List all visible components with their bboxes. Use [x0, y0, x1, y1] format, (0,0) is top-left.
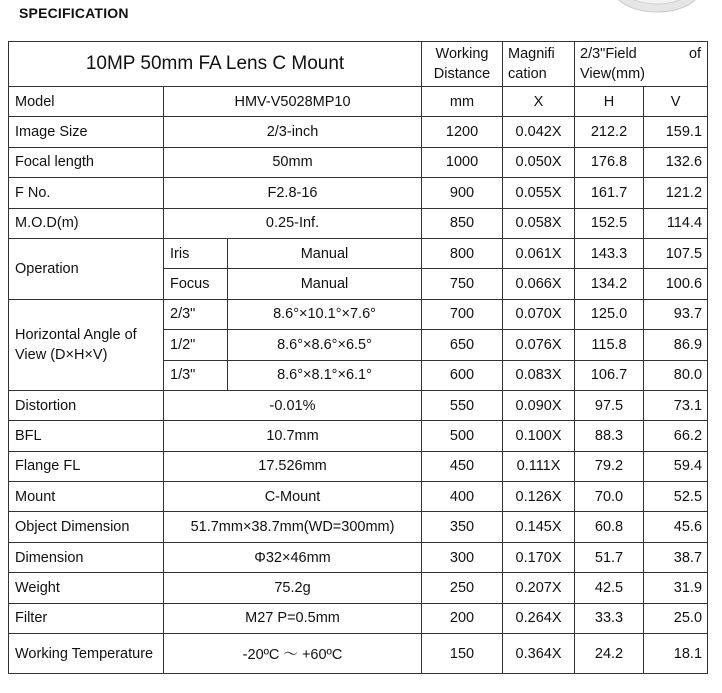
working-distance-cell: 400 — [422, 482, 503, 512]
fov-v-cell: 159.1 — [644, 117, 708, 147]
row-value: 8.6°×8.6°×6.5° — [228, 330, 422, 360]
row-value: F2.8-16 — [164, 178, 422, 208]
magnification-cell: 0.170X — [503, 542, 575, 572]
working-distance-cell: 900 — [422, 178, 503, 208]
working-distance-cell: 150 — [422, 634, 503, 674]
row-sub-label: 1/3" — [164, 360, 228, 390]
fov-h-cell: 106.7 — [575, 360, 644, 390]
model-value: HMV-V5028MP10 — [164, 87, 422, 117]
row-value: 51.7mm×38.7mm(WD=300mm) — [164, 512, 422, 542]
row-value: Manual — [228, 238, 422, 268]
working-distance-cell: 800 — [422, 238, 503, 268]
mag-unit: X — [503, 87, 575, 117]
fov-h-cell: 42.5 — [575, 573, 644, 603]
fov-v-cell: 80.0 — [644, 360, 708, 390]
row-label: Focal length — [9, 147, 164, 177]
row-value: Φ32×46mm — [164, 542, 422, 572]
fov-v-cell: 107.5 — [644, 238, 708, 268]
magnification-cell: 0.207X — [503, 573, 575, 603]
row-value: 8.6°×10.1°×7.6° — [228, 299, 422, 329]
row-value: 0.25-Inf. — [164, 208, 422, 238]
row-sub-label: 1/2" — [164, 330, 228, 360]
row-label: F No. — [9, 178, 164, 208]
fov-v-cell: 86.9 — [644, 330, 708, 360]
magnification-cell: 0.061X — [503, 238, 575, 268]
table-row — [9, 421, 708, 451]
model-label: Model — [9, 87, 164, 117]
fov-h-cell: 79.2 — [575, 451, 644, 481]
magnification-header — [503, 42, 575, 87]
table-row — [9, 603, 708, 633]
fov-h-cell: 70.0 — [575, 482, 644, 512]
table-header-row — [9, 42, 708, 87]
row-label: Flange FL — [9, 451, 164, 481]
row-value: 50mm — [164, 147, 422, 177]
page-heading: SPECIFICATION — [19, 5, 129, 21]
table-row — [9, 178, 708, 208]
row-label: M.O.D(m) — [9, 208, 164, 238]
fov-v-cell: 18.1 — [644, 634, 708, 674]
row-value: C-Mount — [164, 482, 422, 512]
fov-h-cell: 24.2 — [575, 634, 644, 674]
row-label: Weight — [9, 573, 164, 603]
fov-h-cell: 88.3 — [575, 421, 644, 451]
magnification-cell: 0.126X — [503, 482, 575, 512]
fov-h-cell: 161.7 — [575, 178, 644, 208]
working-distance-cell: 1000 — [422, 147, 503, 177]
row-label: Filter — [9, 603, 164, 633]
row-value: 75.2g — [164, 573, 422, 603]
fov-v-cell: 52.5 — [644, 482, 708, 512]
fov-header-part2: of — [688, 46, 702, 62]
fov-v-cell: 100.6 — [644, 269, 708, 299]
working-distance-cell: 750 — [422, 269, 503, 299]
wd-unit: mm — [422, 87, 503, 117]
working-distance-header-line2: Distance — [433, 66, 491, 82]
row-group-label: Horizontal Angle of View (D×H×V) — [9, 299, 164, 390]
magnification-cell: 0.111X — [503, 451, 575, 481]
fov-v-cell: 66.2 — [644, 421, 708, 451]
row-value: 8.6°×8.1°×6.1° — [228, 360, 422, 390]
fov-v-cell: 59.4 — [644, 451, 708, 481]
specification-table — [8, 41, 708, 674]
working-distance-cell: 450 — [422, 451, 503, 481]
magnification-cell: 0.042X — [503, 117, 575, 147]
row-label: Object Dimension — [9, 512, 164, 542]
table-row — [9, 117, 708, 147]
table-row — [9, 147, 708, 177]
row-label: BFL — [9, 421, 164, 451]
fov-h-cell: 51.7 — [575, 542, 644, 572]
fov-header-part1: 2/3"Field — [580, 46, 637, 62]
magnification-cell: 0.050X — [503, 147, 575, 177]
working-distance-cell: 250 — [422, 573, 503, 603]
row-sub-label: 2/3" — [164, 299, 228, 329]
fov-h-cell: 212.2 — [575, 117, 644, 147]
fov-v-cell: 132.6 — [644, 147, 708, 177]
row-label: Mount — [9, 482, 164, 512]
fov-v-cell: 45.6 — [644, 512, 708, 542]
fov-h-cell: 33.3 — [575, 603, 644, 633]
row-sub-label: Iris — [164, 238, 228, 268]
row-value: M27 P=0.5mm — [164, 603, 422, 633]
table-row — [9, 390, 708, 420]
row-value: 10.7mm — [164, 421, 422, 451]
magnification-cell: 0.055X — [503, 178, 575, 208]
h-unit: H — [575, 87, 644, 117]
fov-v-cell: 31.9 — [644, 573, 708, 603]
lens-product-image — [612, 0, 702, 14]
magnification-cell: 0.090X — [503, 390, 575, 420]
table-row — [9, 573, 708, 603]
magnification-header-line1: Magnifi — [508, 46, 555, 62]
row-value: 2/3-inch — [164, 117, 422, 147]
fov-h-cell: 115.8 — [575, 330, 644, 360]
fov-h-cell: 125.0 — [575, 299, 644, 329]
magnification-cell: 0.066X — [503, 269, 575, 299]
fov-h-cell: 60.8 — [575, 512, 644, 542]
magnification-cell: 0.364X — [503, 634, 575, 674]
v-unit: V — [644, 87, 708, 117]
magnification-cell: 0.100X — [503, 421, 575, 451]
row-group-label: Operation — [9, 238, 164, 299]
working-distance-cell: 700 — [422, 299, 503, 329]
magnification-cell: 0.070X — [503, 299, 575, 329]
row-label: Dimension — [9, 542, 164, 572]
working-distance-cell: 300 — [422, 542, 503, 572]
magnification-cell: 0.083X — [503, 360, 575, 390]
magnification-cell: 0.058X — [503, 208, 575, 238]
working-distance-cell: 500 — [422, 421, 503, 451]
table-row — [9, 634, 708, 674]
fov-h-cell: 134.2 — [575, 269, 644, 299]
row-value: -20ºC ～ +60ºC — [164, 634, 422, 674]
row-label: Working Temperature — [9, 634, 164, 674]
fov-h-cell: 176.8 — [575, 147, 644, 177]
working-distance-header — [422, 42, 503, 87]
magnification-cell: 0.264X — [503, 603, 575, 633]
working-distance-cell: 350 — [422, 512, 503, 542]
fov-v-cell: 25.0 — [644, 603, 708, 633]
row-value: -0.01% — [164, 390, 422, 420]
working-distance-cell: 550 — [422, 390, 503, 420]
row-value: 17.526mm — [164, 451, 422, 481]
working-distance-cell: 1200 — [422, 117, 503, 147]
fov-header-part3: View(mm) — [580, 66, 645, 82]
field-of-view-header — [575, 42, 708, 87]
table-row — [9, 482, 708, 512]
working-distance-cell: 650 — [422, 330, 503, 360]
magnification-header-line2: cation — [508, 66, 547, 82]
fov-h-cell: 143.3 — [575, 238, 644, 268]
table-row — [9, 299, 708, 329]
table-row — [9, 512, 708, 542]
magnification-cell: 0.145X — [503, 512, 575, 542]
magnification-cell: 0.076X — [503, 330, 575, 360]
table-row — [9, 208, 708, 238]
row-label: Distortion — [9, 390, 164, 420]
fov-v-cell: 121.2 — [644, 178, 708, 208]
working-distance-cell: 600 — [422, 360, 503, 390]
row-label: Image Size — [9, 117, 164, 147]
lens-title: 10MP 50mm FA Lens C Mount — [9, 42, 422, 87]
working-distance-cell: 850 — [422, 208, 503, 238]
table-row — [9, 238, 708, 268]
row-sub-label: Focus — [164, 269, 228, 299]
fov-h-cell: 97.5 — [575, 390, 644, 420]
working-distance-cell: 200 — [422, 603, 503, 633]
units-row — [9, 87, 708, 117]
fov-h-cell: 152.5 — [575, 208, 644, 238]
working-distance-header-line1: Working — [435, 46, 489, 62]
fov-v-cell: 114.4 — [644, 208, 708, 238]
fov-v-cell: 38.7 — [644, 542, 708, 572]
table-row — [9, 542, 708, 572]
fov-v-cell: 73.1 — [644, 390, 708, 420]
fov-v-cell: 93.7 — [644, 299, 708, 329]
row-value: Manual — [228, 269, 422, 299]
table-row — [9, 451, 708, 481]
